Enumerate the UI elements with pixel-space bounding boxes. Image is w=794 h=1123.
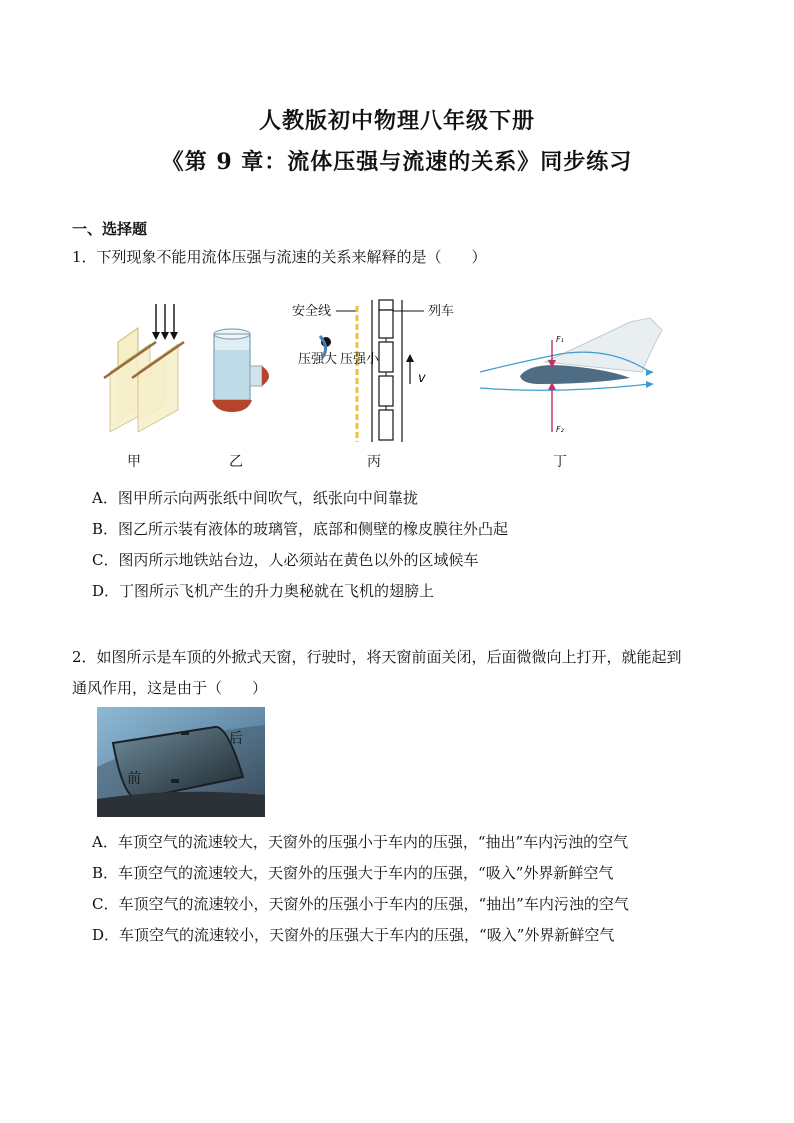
question-2-option-a: A．车顶空气的流速较大，天窗外的压强小于车内的压强，“抽出”车内污浊的空气 <box>92 833 629 851</box>
figure-ding-airfoil <box>480 318 662 434</box>
question-2-stem-line-2: 通风作用，这是由于（ ） <box>72 679 268 697</box>
figure-jia-papers <box>104 304 184 432</box>
caption-jia: 甲 <box>127 454 141 470</box>
caption-yi: 乙 <box>229 454 243 470</box>
figure-bing-platform <box>292 300 454 442</box>
velocity-label: v <box>418 371 426 386</box>
f2-label: F₂ <box>556 425 564 434</box>
question-1-option-c: C．图丙所示地铁站台边，人必须站在黄色以外的区域候车 <box>92 551 479 569</box>
question-1-option-a: A．图甲所示向两张纸中间吹气，纸张向中间靠拢 <box>92 489 418 507</box>
question-1-stem: 1．下列现象不能用流体压强与流速的关系来解释的是（ ） <box>72 248 487 266</box>
train-label: 列车 <box>428 304 455 319</box>
safety-line-label: 安全线 <box>292 304 332 319</box>
title-line-1: 人教版初中物理八年级下册 <box>258 108 535 134</box>
question-2-sunroof-photo <box>97 707 265 817</box>
question-2-option-b: B．车顶空气的流速较大，天窗外的压强大于车内的压强，“吸入”外界新鲜空气 <box>92 864 614 882</box>
caption-bing: 丙 <box>367 454 381 470</box>
pressure-small-label: 压强小 <box>340 352 380 367</box>
question-2-stem-line-1: 2．如图所示是车顶的外掀式天窗，行驶时，将天窗前面关闭，后面微微向上打开，就能起到 <box>72 648 682 666</box>
caption-ding: 丁 <box>553 454 567 470</box>
title-line-2: 《第 9 章：流体压强与流速的关系》同步练习 <box>161 149 633 175</box>
question-2-option-d: D．车顶空气的流速较小，天窗外的压强大于车内的压强，“吸入”外界新鲜空气 <box>92 926 615 944</box>
photo-label-back: 后 <box>229 731 243 747</box>
svg-text:压强大 <box>298 351 337 367</box>
question-1-option-b: B．图乙所示装有液体的玻璃管，底部和侧壁的橡皮膜往外凸起 <box>92 520 509 538</box>
question-1-option-d: D．丁图所示飞机产生的升力奥秘就在飞机的翅膀上 <box>92 582 435 600</box>
question-1-figure <box>90 292 690 470</box>
photo-label-front: 前 <box>127 771 141 787</box>
figure-yi-glass-tube <box>212 329 269 412</box>
pressure-large-label: 压强大 <box>298 352 338 367</box>
f1-label: F₁ <box>556 335 564 344</box>
question-2-option-c: C．车顶空气的流速较小，天窗外的压强小于车内的压强，“抽出”车内污浊的空气 <box>92 895 629 913</box>
section-heading: 一、选择题 <box>72 220 148 238</box>
